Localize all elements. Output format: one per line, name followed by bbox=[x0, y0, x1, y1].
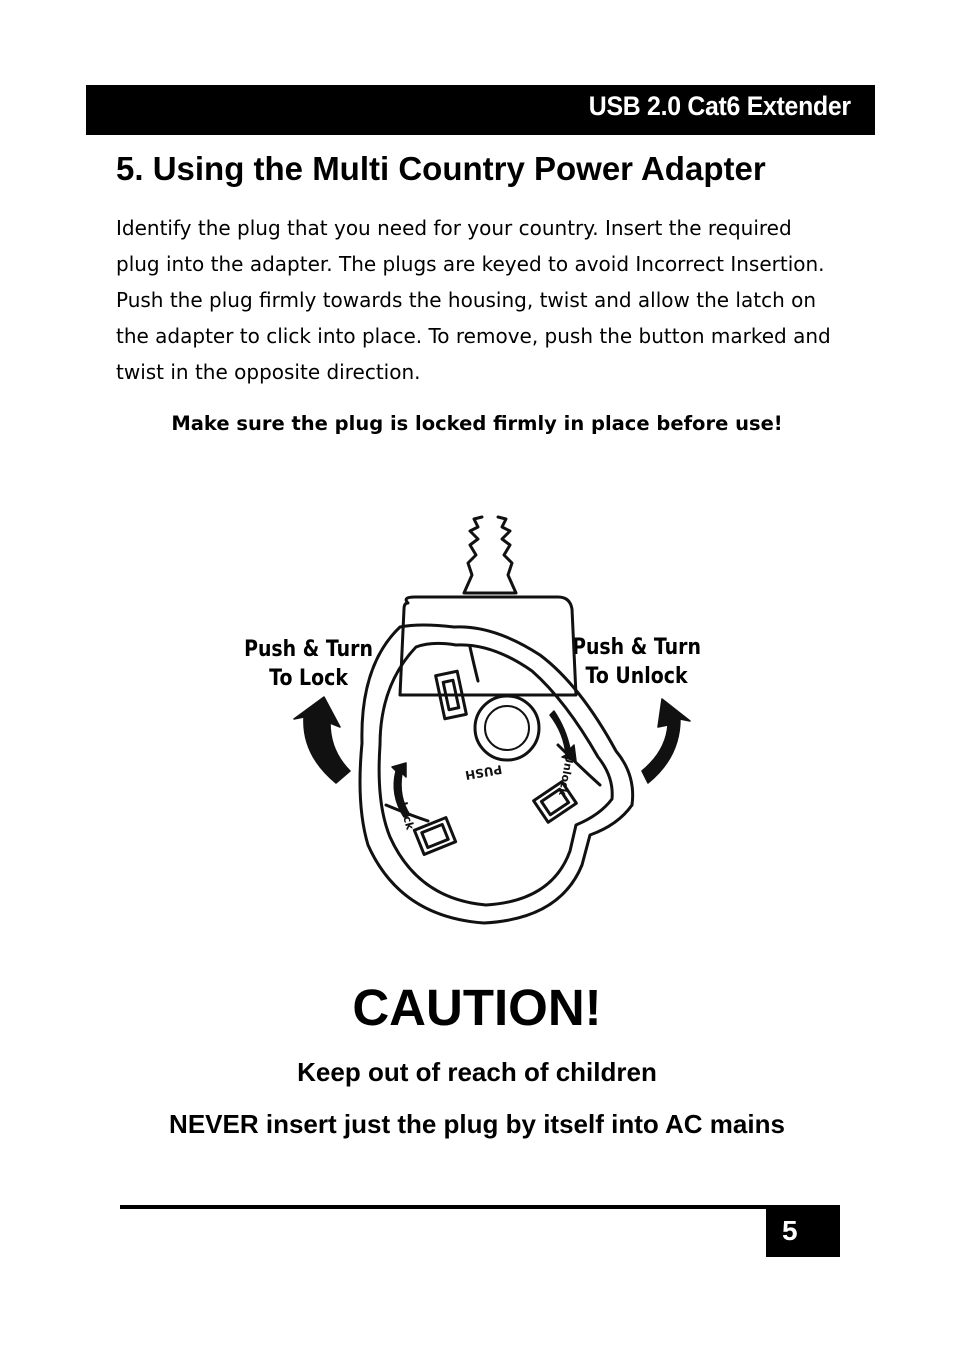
turn-unlock-arrow-icon bbox=[642, 699, 690, 783]
caution-line-mains: NEVER insert just the plug by itself into AC mains bbox=[169, 1109, 785, 1139]
label-unlock-line2: To Unlock bbox=[585, 664, 688, 689]
label-lock-line2: To Lock bbox=[269, 666, 348, 691]
cable bbox=[464, 517, 516, 593]
section-title: 5. Using the Multi Country Power Adapter bbox=[116, 150, 766, 187]
label-unlock-line1: Push & Turn bbox=[572, 635, 701, 660]
adapter-housing bbox=[400, 597, 576, 695]
lock-arrow-text: Lock bbox=[396, 800, 417, 832]
adapter-illustration bbox=[240, 505, 720, 930]
adapter-drawing bbox=[240, 505, 720, 930]
neutral-pin bbox=[414, 818, 455, 855]
caution-title: CAUTION! bbox=[352, 979, 602, 1036]
page-number: 5 bbox=[782, 1215, 798, 1246]
page-number-box bbox=[766, 1205, 840, 1257]
body-paragraph: Identify the plug that you need for your country. Insert the required plug into the adapter. The plugs are keyed to avoid Incorrect Insertion. Push the plug firmly towards the housing, twist and allow the latch on the adapter to click into place. To remove, push the button marked and twist in the opposite direction. bbox=[116, 216, 831, 384]
header-bar bbox=[86, 85, 875, 135]
unlock-arrow-text: Unlock bbox=[556, 753, 577, 797]
header-title: USB 2.0 Cat6 Extender bbox=[588, 91, 851, 121]
label-lock-line1: Push & Turn bbox=[244, 637, 373, 662]
segment-divider-top bbox=[470, 647, 478, 681]
footer-rule bbox=[120, 1205, 840, 1209]
caution-line-children: Keep out of reach of children bbox=[297, 1057, 657, 1087]
turn-lock-arrow-icon bbox=[294, 697, 350, 783]
push-button-text: PUSH bbox=[464, 762, 504, 783]
warning-text: Make sure the plug is locked firmly in place before use! bbox=[171, 412, 783, 435]
